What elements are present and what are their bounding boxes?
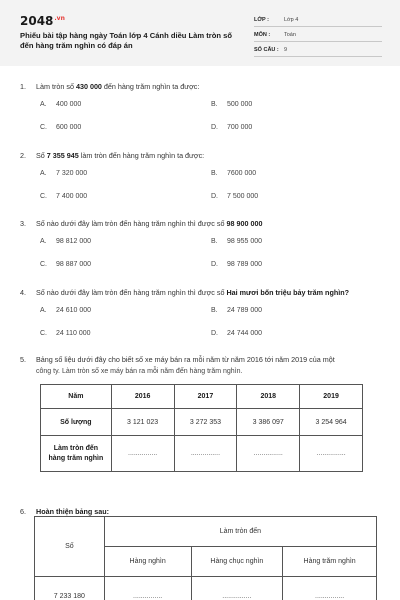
answer-blank[interactable]: ...............: [237, 436, 300, 472]
cell-2019: 3 254 964: [300, 409, 363, 436]
table-header-2018: 2018: [237, 385, 300, 409]
answer-blank[interactable]: ...............: [191, 577, 283, 600]
option-1b[interactable]: B. 500 000: [211, 101, 253, 108]
sales-table: [40, 384, 363, 472]
option-4b[interactable]: B. 24 789 000: [211, 307, 263, 314]
option-4a[interactable]: A. 24 610 000: [40, 307, 92, 314]
worksheet-title: Phiếu bài tập hàng ngày Toán lớp 4 Cánh diều Làm tròn số đến hàng trăm nghìn có đáp án: [20, 31, 232, 50]
option-2c[interactable]: C. 7 400 000: [40, 193, 88, 200]
question-1: 1. Làm tròn số 430 000 đến hàng trăm nghìn ta được:: [20, 82, 200, 91]
option-3d[interactable]: D. 98 789 000: [211, 261, 263, 268]
cell-2017: 3 272 353: [174, 409, 237, 436]
table-row: [41, 409, 363, 436]
worksheet-header: [0, 0, 400, 66]
option-1c[interactable]: C. 600 000: [40, 124, 82, 131]
option-1d[interactable]: D. 700 000: [211, 124, 253, 131]
table-header-2016: 2016: [111, 385, 174, 409]
cell-2018: 3 386 097: [237, 409, 300, 436]
answer-blank[interactable]: ...............: [104, 577, 191, 600]
table-row: [41, 436, 363, 472]
option-2d[interactable]: D. 7 500 000: [211, 193, 259, 200]
table-header-year: Năm: [41, 385, 112, 409]
col-hundred-thousands: Hàng trăm nghìn: [283, 547, 377, 577]
option-3b[interactable]: B. 98 955 000: [211, 238, 263, 245]
question-6: 6. Hoàn thiện bảng sau:: [20, 507, 110, 516]
answer-blank[interactable]: ...............: [283, 577, 377, 600]
table-header-2017: 2017: [174, 385, 237, 409]
question-5-text-cont: công ty. Làm tròn số xe máy bán ra mỗi năm đến hàng trăm nghìn.: [36, 368, 243, 375]
option-3c[interactable]: C. 98 887 000: [40, 261, 92, 268]
rounding-table: [34, 516, 377, 600]
row-number: 7 233 180: [35, 577, 105, 600]
answer-blank[interactable]: ...............: [174, 436, 237, 472]
row-label-rounded: Làm tròn đến hàng trăm nghìn: [41, 436, 112, 472]
table-header-2019: 2019: [300, 385, 363, 409]
option-4c[interactable]: C. 24 110 000: [40, 330, 91, 337]
answer-blank[interactable]: ...............: [111, 436, 174, 472]
table-corner-number: Số: [35, 517, 105, 577]
option-2b[interactable]: B. 7600 000: [211, 170, 257, 177]
option-2a[interactable]: A. 7 320 000: [40, 170, 88, 177]
cell-2016: 3 121 023: [111, 409, 174, 436]
answer-blank[interactable]: ...............: [300, 436, 363, 472]
question-5: 5. Bảng số liệu dưới đây cho biết số xe máy bán ra mỗi năm từ năm 2016 tới năm 2019 của một: [20, 355, 335, 364]
table-group-header: Làm tròn đến: [104, 517, 376, 547]
col-thousands: Hàng nghìn: [104, 547, 191, 577]
question-3: 3. Số nào dưới đây làm tròn đến hàng trăm nghìn thì được số 98 900 000: [20, 219, 263, 228]
col-ten-thousands: Hàng chục nghìn: [191, 547, 283, 577]
row-label-quantity: Số lượng: [41, 409, 112, 436]
option-4d[interactable]: D. 24 744 000: [211, 330, 263, 337]
question-2: 2. Số 7 355 945 làm tròn đến hàng trăm nghìn ta được:: [20, 151, 205, 160]
meta-subject: MÔN : Toán: [254, 29, 382, 42]
meta-question-count: SỐ CÂU : 9: [254, 44, 382, 57]
table-row: [35, 577, 377, 600]
option-3a[interactable]: A. 98 812 000: [40, 238, 92, 245]
meta-grade: LỚP : Lớp 4: [254, 14, 382, 27]
option-1a[interactable]: A. 400 000: [40, 101, 82, 108]
question-4: 4. Số nào dưới đây làm tròn đến hàng trăm nghìn thì được số Hai mươi bốn triệu bảy trăm nghìn?: [20, 288, 349, 297]
site-logo[interactable]: $2048^{.vn}$: [20, 14, 65, 28]
